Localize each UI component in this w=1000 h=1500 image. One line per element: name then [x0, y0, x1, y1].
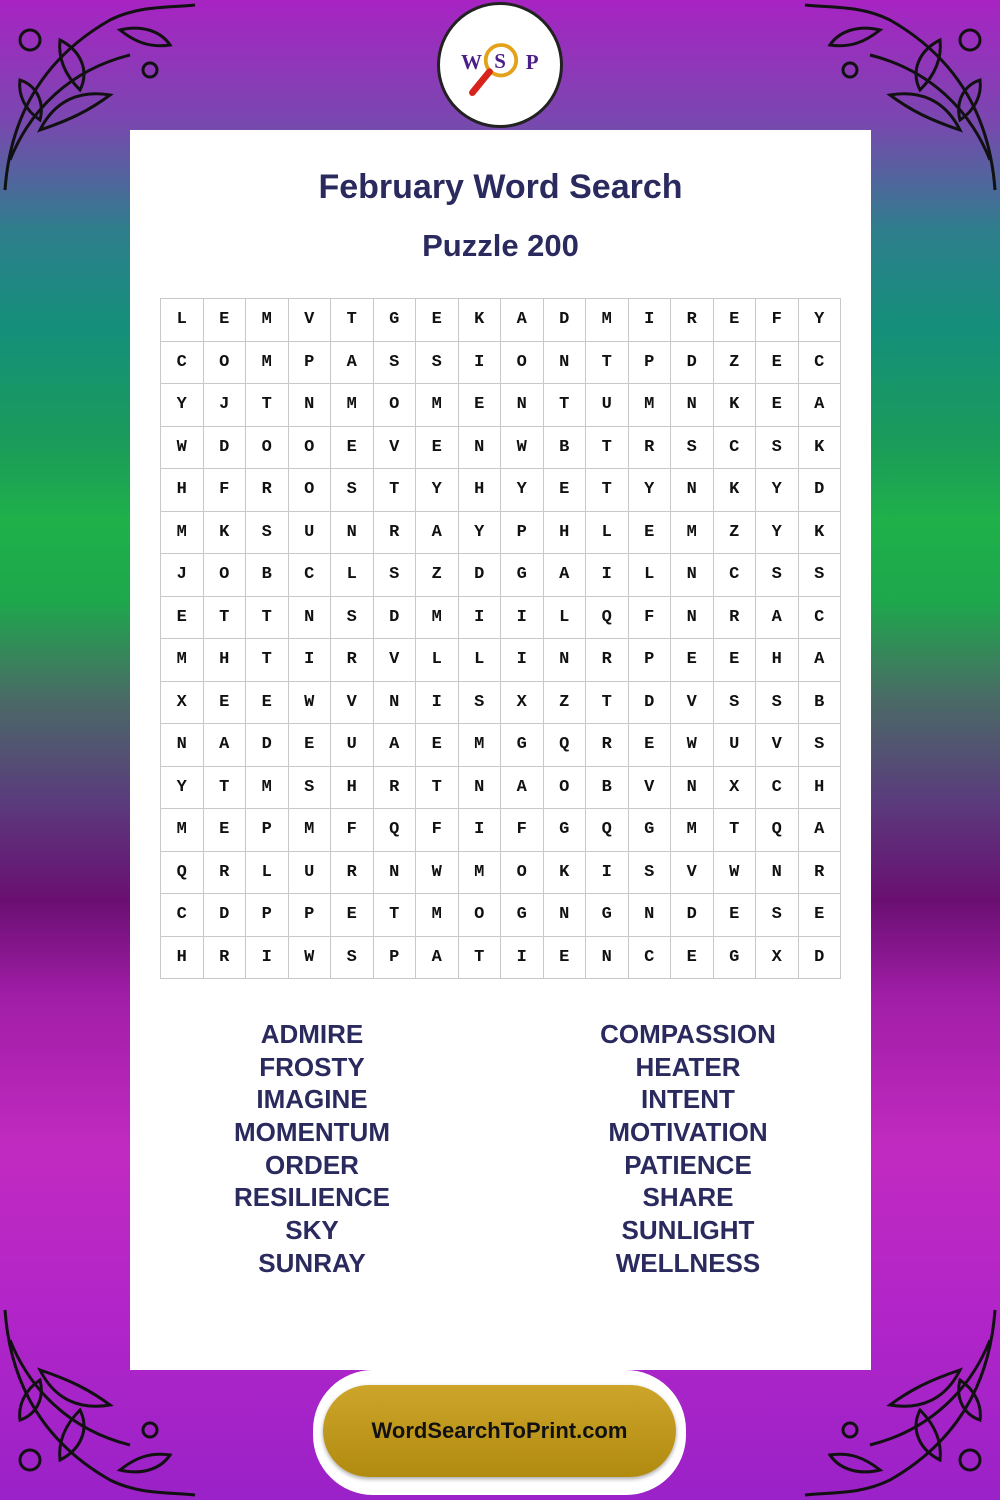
grid-cell: R: [204, 852, 247, 895]
grid-cell: M: [586, 299, 629, 342]
grid-cell: L: [544, 597, 587, 640]
puzzle-number: Puzzle 200: [422, 228, 579, 263]
grid-cell: M: [416, 597, 459, 640]
grid-cell: C: [799, 597, 842, 640]
grid-cell: G: [501, 724, 544, 767]
grid-cell: V: [289, 299, 332, 342]
grid-cell: N: [289, 597, 332, 640]
grid-cell: A: [544, 554, 587, 597]
grid-cell: A: [331, 342, 374, 385]
grid-cell: O: [246, 427, 289, 470]
grid-cell: Y: [459, 512, 502, 555]
grid-cell: I: [501, 639, 544, 682]
grid-cell: M: [459, 724, 502, 767]
grid-cell: X: [756, 937, 799, 980]
grid-cell: M: [416, 384, 459, 427]
grid-cell: T: [246, 597, 289, 640]
grid-cell: D: [246, 724, 289, 767]
grid-cell: E: [331, 894, 374, 937]
grid-cell: G: [629, 809, 672, 852]
grid-cell: Y: [161, 767, 204, 810]
grid-cell: N: [501, 384, 544, 427]
grid-cell: H: [331, 767, 374, 810]
word-list-item: RESILIENCE: [233, 1182, 391, 1213]
grid-cell: E: [714, 894, 757, 937]
grid-cell: R: [331, 852, 374, 895]
grid-cell: B: [246, 554, 289, 597]
grid-cell: Y: [501, 469, 544, 512]
grid-cell: W: [289, 682, 332, 725]
grid-cell: H: [161, 937, 204, 980]
grid-cell: O: [459, 894, 502, 937]
grid-cell: F: [416, 809, 459, 852]
grid-cell: T: [204, 597, 247, 640]
grid-cell: T: [586, 682, 629, 725]
grid-cell: I: [501, 937, 544, 980]
grid-cell: R: [246, 469, 289, 512]
word-list-item: PATIENCE: [624, 1149, 752, 1180]
grid-cell: R: [586, 724, 629, 767]
grid-cell: O: [544, 767, 587, 810]
grid-cell: T: [204, 767, 247, 810]
grid-cell: S: [374, 554, 417, 597]
grid-cell: M: [331, 384, 374, 427]
grid-cell: M: [161, 809, 204, 852]
grid-cell: L: [586, 512, 629, 555]
word-list-item: COMPASSION: [600, 1019, 776, 1049]
grid-cell: L: [629, 554, 672, 597]
grid-cell: E: [289, 724, 332, 767]
grid-cell: O: [289, 427, 332, 470]
grid-cell: E: [671, 639, 714, 682]
grid-cell: Z: [714, 512, 757, 555]
grid-cell: S: [629, 852, 672, 895]
grid-cell: O: [204, 342, 247, 385]
grid-cell: S: [416, 342, 459, 385]
grid-cell: S: [331, 469, 374, 512]
grid-cell: V: [629, 767, 672, 810]
grid-cell: R: [374, 767, 417, 810]
word-list-right: [558, 1018, 818, 1280]
grid-cell: E: [714, 299, 757, 342]
grid-cell: Z: [544, 682, 587, 725]
grid-cell: C: [161, 894, 204, 937]
grid-cell: S: [799, 554, 842, 597]
grid-cell: K: [714, 384, 757, 427]
grid-cell: F: [629, 597, 672, 640]
grid-cell: W: [161, 427, 204, 470]
grid-cell: Y: [416, 469, 459, 512]
grid-cell: D: [671, 894, 714, 937]
grid-cell: E: [416, 299, 459, 342]
grid-cell: V: [374, 427, 417, 470]
grid-cell: P: [246, 894, 289, 937]
grid-cell: V: [671, 682, 714, 725]
grid-cell: T: [544, 384, 587, 427]
grid-cell: N: [629, 894, 672, 937]
grid-cell: S: [459, 682, 502, 725]
grid-cell: E: [756, 384, 799, 427]
letter-grid: [160, 298, 841, 979]
grid-cell: C: [756, 767, 799, 810]
grid-cell: C: [799, 342, 842, 385]
grid-cell: S: [799, 724, 842, 767]
grid-cell: P: [501, 512, 544, 555]
puzzle-card: [130, 130, 871, 1370]
grid-cell: N: [374, 682, 417, 725]
grid-cell: W: [416, 852, 459, 895]
grid-cell: I: [459, 342, 502, 385]
grid-cell: H: [204, 639, 247, 682]
grid-cell: Q: [374, 809, 417, 852]
grid-cell: I: [501, 597, 544, 640]
grid-cell: K: [544, 852, 587, 895]
grid-cell: E: [799, 894, 842, 937]
grid-cell: N: [459, 767, 502, 810]
grid-cell: E: [544, 469, 587, 512]
grid-cell: V: [756, 724, 799, 767]
grid-cell: I: [459, 597, 502, 640]
word-list-item: SKY: [285, 1215, 339, 1246]
grid-cell: S: [671, 427, 714, 470]
grid-cell: S: [246, 512, 289, 555]
grid-cell: D: [374, 597, 417, 640]
grid-cell: B: [586, 767, 629, 810]
grid-cell: H: [161, 469, 204, 512]
grid-cell: F: [204, 469, 247, 512]
grid-cell: R: [586, 639, 629, 682]
grid-cell: K: [204, 512, 247, 555]
word-list-item: FROSTY: [259, 1051, 365, 1082]
grid-cell: R: [714, 597, 757, 640]
grid-cell: P: [629, 639, 672, 682]
grid-cell: D: [459, 554, 502, 597]
grid-cell: I: [459, 809, 502, 852]
grid-cell: E: [246, 682, 289, 725]
grid-cell: T: [374, 469, 417, 512]
grid-cell: D: [629, 682, 672, 725]
site-logo: [437, 2, 563, 128]
grid-cell: H: [799, 767, 842, 810]
grid-cell: T: [331, 299, 374, 342]
grid-cell: K: [799, 427, 842, 470]
grid-cell: K: [714, 469, 757, 512]
grid-cell: I: [586, 554, 629, 597]
grid-cell: I: [586, 852, 629, 895]
grid-cell: P: [289, 894, 332, 937]
grid-cell: O: [289, 469, 332, 512]
grid-cell: M: [629, 384, 672, 427]
word-list-item: ORDER: [265, 1149, 359, 1180]
grid-cell: N: [671, 554, 714, 597]
grid-cell: A: [416, 512, 459, 555]
grid-cell: O: [501, 852, 544, 895]
grid-cell: Q: [544, 724, 587, 767]
grid-cell: P: [629, 342, 672, 385]
grid-cell: S: [756, 894, 799, 937]
grid-cell: D: [671, 342, 714, 385]
grid-cell: A: [204, 724, 247, 767]
grid-cell: D: [799, 469, 842, 512]
grid-cell: M: [671, 809, 714, 852]
grid-cell: U: [331, 724, 374, 767]
logo-letter-p: P: [525, 49, 539, 74]
grid-cell: L: [161, 299, 204, 342]
logo-letter-s: S: [494, 48, 506, 73]
grid-cell: X: [714, 767, 757, 810]
grid-cell: F: [331, 809, 374, 852]
grid-cell: J: [204, 384, 247, 427]
grid-cell: U: [586, 384, 629, 427]
grid-cell: G: [374, 299, 417, 342]
grid-cell: U: [289, 512, 332, 555]
grid-cell: I: [629, 299, 672, 342]
logo-letter-w: W: [460, 49, 482, 74]
grid-cell: N: [586, 937, 629, 980]
grid-cell: E: [629, 724, 672, 767]
grid-cell: T: [586, 427, 629, 470]
grid-cell: M: [161, 639, 204, 682]
grid-cell: V: [374, 639, 417, 682]
grid-cell: L: [459, 639, 502, 682]
grid-cell: M: [246, 299, 289, 342]
grid-cell: K: [459, 299, 502, 342]
grid-cell: W: [289, 937, 332, 980]
grid-cell: M: [416, 894, 459, 937]
grid-cell: T: [459, 937, 502, 980]
word-list-item: SUNLIGHT: [621, 1215, 755, 1246]
grid-cell: N: [374, 852, 417, 895]
word-list-item: INTENT: [641, 1084, 735, 1115]
grid-cell: C: [629, 937, 672, 980]
grid-cell: E: [671, 937, 714, 980]
grid-cell: E: [204, 682, 247, 725]
grid-cell: E: [416, 427, 459, 470]
grid-cell: V: [671, 852, 714, 895]
grid-cell: U: [714, 724, 757, 767]
grid-cell: G: [501, 894, 544, 937]
grid-cell: T: [246, 639, 289, 682]
page-title: February Word Search: [318, 168, 683, 206]
grid-cell: S: [331, 937, 374, 980]
grid-cell: N: [671, 597, 714, 640]
grid-cell: H: [459, 469, 502, 512]
grid-cell: N: [161, 724, 204, 767]
grid-cell: F: [501, 809, 544, 852]
grid-cell: Q: [586, 597, 629, 640]
grid-cell: R: [629, 427, 672, 470]
grid-cell: M: [246, 342, 289, 385]
grid-cell: Z: [714, 342, 757, 385]
grid-cell: E: [459, 384, 502, 427]
grid-cell: Y: [161, 384, 204, 427]
grid-cell: C: [289, 554, 332, 597]
grid-cell: W: [671, 724, 714, 767]
grid-cell: A: [756, 597, 799, 640]
grid-cell: M: [671, 512, 714, 555]
grid-cell: T: [374, 894, 417, 937]
grid-cell: T: [586, 342, 629, 385]
grid-cell: E: [204, 299, 247, 342]
grid-cell: D: [799, 937, 842, 980]
grid-cell: G: [544, 809, 587, 852]
grid-cell: A: [799, 809, 842, 852]
grid-cell: W: [501, 427, 544, 470]
grid-cell: B: [799, 682, 842, 725]
grid-cell: V: [331, 682, 374, 725]
grid-cell: D: [204, 894, 247, 937]
grid-cell: D: [544, 299, 587, 342]
website-link-button[interactable]: WordSearchToPrint.com: [323, 1385, 676, 1477]
grid-cell: M: [289, 809, 332, 852]
grid-cell: D: [204, 427, 247, 470]
grid-cell: S: [756, 427, 799, 470]
grid-cell: Y: [756, 512, 799, 555]
grid-cell: P: [289, 342, 332, 385]
grid-cell: N: [331, 512, 374, 555]
word-list-item: IMAGINE: [256, 1084, 368, 1115]
grid-cell: I: [416, 682, 459, 725]
grid-cell: R: [204, 937, 247, 980]
grid-cell: E: [204, 809, 247, 852]
grid-cell: X: [501, 682, 544, 725]
grid-cell: Y: [799, 299, 842, 342]
grid-cell: Q: [586, 809, 629, 852]
word-list-item: SUNRAY: [258, 1247, 366, 1278]
grid-cell: R: [374, 512, 417, 555]
grid-cell: O: [204, 554, 247, 597]
grid-cell: R: [799, 852, 842, 895]
grid-cell: J: [161, 554, 204, 597]
grid-cell: A: [501, 299, 544, 342]
word-list-item: ADMIRE: [260, 1019, 364, 1049]
grid-cell: E: [629, 512, 672, 555]
grid-cell: Y: [629, 469, 672, 512]
grid-cell: E: [331, 427, 374, 470]
grid-cell: M: [246, 767, 289, 810]
grid-cell: G: [714, 937, 757, 980]
word-list-item: WELLNESS: [615, 1247, 761, 1278]
grid-cell: S: [331, 597, 374, 640]
grid-cell: B: [544, 427, 587, 470]
grid-cell: O: [501, 342, 544, 385]
grid-cell: H: [544, 512, 587, 555]
grid-cell: T: [714, 809, 757, 852]
grid-cell: I: [246, 937, 289, 980]
grid-cell: S: [714, 682, 757, 725]
grid-cell: A: [374, 724, 417, 767]
grid-cell: N: [544, 894, 587, 937]
grid-cell: A: [416, 937, 459, 980]
grid-cell: Q: [161, 852, 204, 895]
grid-cell: E: [714, 639, 757, 682]
grid-cell: A: [799, 639, 842, 682]
grid-cell: K: [799, 512, 842, 555]
grid-cell: N: [671, 469, 714, 512]
grid-cell: N: [756, 852, 799, 895]
grid-cell: N: [671, 384, 714, 427]
grid-cell: N: [544, 639, 587, 682]
grid-cell: O: [374, 384, 417, 427]
grid-cell: E: [416, 724, 459, 767]
grid-cell: Q: [756, 809, 799, 852]
grid-cell: S: [374, 342, 417, 385]
grid-cell: L: [246, 852, 289, 895]
grid-cell: M: [459, 852, 502, 895]
grid-cell: R: [671, 299, 714, 342]
grid-cell: X: [161, 682, 204, 725]
grid-cell: W: [714, 852, 757, 895]
grid-cell: H: [756, 639, 799, 682]
grid-cell: N: [544, 342, 587, 385]
grid-cell: Y: [756, 469, 799, 512]
word-list-left: [182, 1018, 442, 1280]
grid-cell: P: [246, 809, 289, 852]
grid-cell: T: [586, 469, 629, 512]
grid-cell: U: [289, 852, 332, 895]
grid-cell: G: [501, 554, 544, 597]
grid-cell: T: [416, 767, 459, 810]
grid-cell: N: [289, 384, 332, 427]
grid-cell: A: [799, 384, 842, 427]
grid-cell: R: [331, 639, 374, 682]
grid-cell: N: [671, 767, 714, 810]
grid-cell: L: [416, 639, 459, 682]
grid-cell: L: [331, 554, 374, 597]
grid-cell: M: [161, 512, 204, 555]
grid-cell: N: [459, 427, 502, 470]
grid-cell: S: [756, 682, 799, 725]
grid-cell: P: [374, 937, 417, 980]
grid-cell: E: [161, 597, 204, 640]
grid-cell: F: [756, 299, 799, 342]
grid-cell: S: [289, 767, 332, 810]
grid-cell: T: [246, 384, 289, 427]
word-list-item: HEATER: [635, 1051, 741, 1082]
word-list-item: SHARE: [642, 1182, 734, 1213]
grid-cell: Z: [416, 554, 459, 597]
grid-cell: E: [756, 342, 799, 385]
grid-cell: A: [501, 767, 544, 810]
grid-cell: C: [714, 427, 757, 470]
grid-cell: S: [756, 554, 799, 597]
grid-cell: C: [161, 342, 204, 385]
grid-cell: C: [714, 554, 757, 597]
grid-cell: E: [544, 937, 587, 980]
word-list-item: MOTIVATION: [608, 1117, 768, 1148]
grid-cell: I: [289, 639, 332, 682]
word-list-item: MOMENTUM: [234, 1117, 390, 1148]
grid-cell: G: [586, 894, 629, 937]
